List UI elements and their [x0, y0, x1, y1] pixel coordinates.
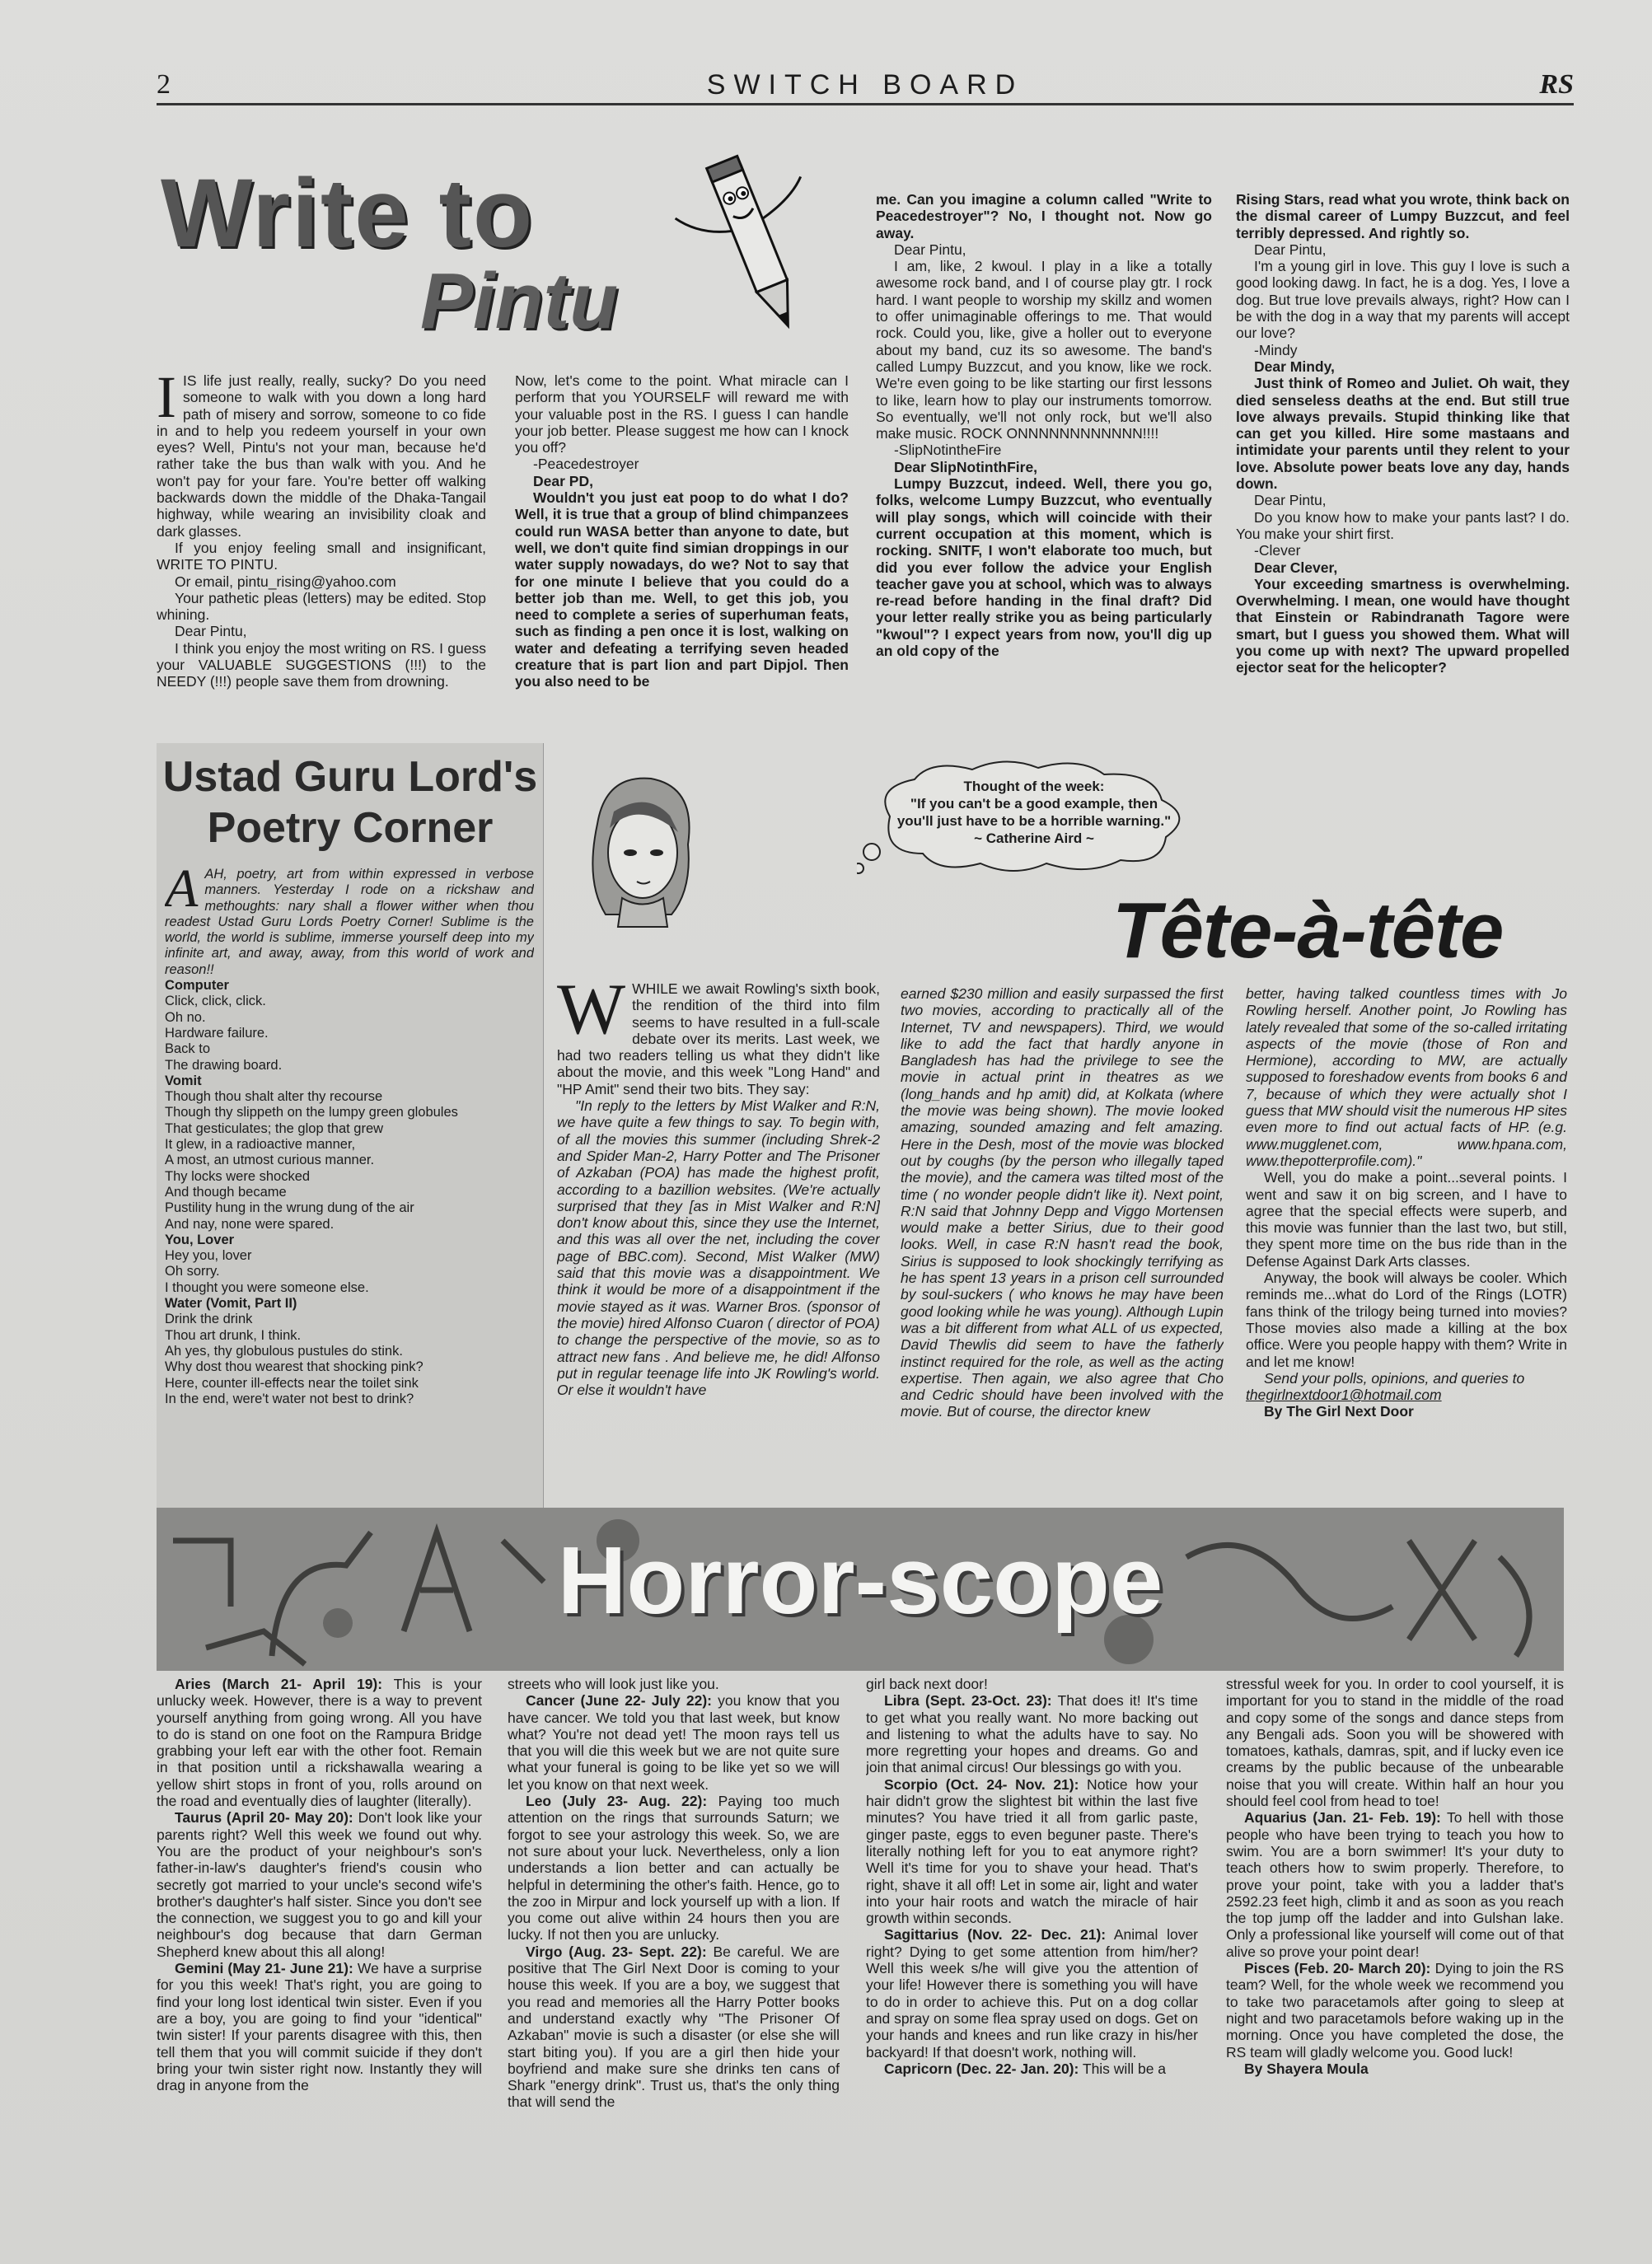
- poem-line: Oh sorry.: [165, 1264, 220, 1279]
- zodiac-sign: By Shayera Moula: [1244, 2060, 1369, 2077]
- poem-line: Thou art drunk, I think.: [165, 1327, 302, 1343]
- pintu-title: Pintu: [420, 257, 618, 345]
- tete-contact: Send your polls, opinions, and queries to: [1264, 1369, 1525, 1387]
- pintu-paragraph: If you enjoy feeling small and insignificant, WRITE TO PINTU.: [157, 539, 486, 573]
- poem-line: Click, click, click.: [165, 994, 266, 1009]
- zodiac-sign: Libra (Sept. 23-Oct. 23):: [884, 1692, 1052, 1710]
- thought-author: ~ Catherine Aird ~: [974, 830, 1094, 846]
- page-header: [157, 64, 1574, 105]
- poetry-title-line: Ustad Guru Lord's: [162, 753, 538, 801]
- horoscope-text: To hell with those people who have been trying to teach you how to swim. You are a born swimmer! It's your duty to teach others how to swim properly. Therefore, to prove your point, take with you a ladder that's 2592.23 feet high, climb it and as soon as you reach the top jump off the ladder and into Gulshan lake. Only a professional like yourself will come out of that alive so prove your point dear!: [1226, 1809, 1564, 1960]
- pintu-email: Or email, pintu_rising@yahoo.com: [175, 573, 396, 590]
- poem-title: Water (Vomit, Part II): [165, 1296, 297, 1312]
- poem-line: Why dost thou wearest that shocking pink?: [165, 1359, 424, 1375]
- poem-line: Back to: [165, 1041, 211, 1057]
- zodiac-sign: Gemini (May 21- June 21):: [175, 1960, 353, 1977]
- reply-salutation: Dear SlipNotinthFire,: [894, 458, 1038, 475]
- horoscope-text: Dying to join the RS team? Well, for the whole week we recommend you to take two paracetamols after going to sleep at night and two paracetamols before waking up in the morning. Once you have completed the dose, the RS team will gladly welcome you. Good luck!: [1226, 1960, 1564, 2061]
- poem-line: That gesticulates; the glop that grew: [165, 1120, 384, 1136]
- letter-signature: -Clever: [1254, 542, 1301, 559]
- pintu-paragraph: Now, let's come to the point. What miracle can I perform that you YOURSELF will reward me with your valuable post in the RS. I guess I can handle your job better. Please suggest me how can I knock you off?: [515, 372, 849, 456]
- tete-reply: Anyway, the book will always be cooler. Which reminds me...what do Lord of the Rings (LOTR) fans think of the trilogy being turned into movies? Those movies also made a killing at the box office. Were you people happy with them? Write in and let me know!: [1246, 1270, 1567, 1370]
- poem-line: Ah yes, thy globulous pustules do stink.: [165, 1343, 403, 1359]
- poetry-column: AAH, poetry, art from within expressed in verbose manners. Yesterday I rode on a rickshaw and methoughts: nary shall a flower wither when thou readest Ustad Guru Lords Poetry Corner! Sublime is the world, the world is sublime, immerse yourself deep into my infinite art, and away, away, from this world of work and reason!! Computer Click, click, click. Oh no. Hardware failure. Back to The drawing board. Vomit Though thou shalt alter thy recourse Though thy slippeth on the lumpy green globules That gesticulates; the glop that grew It glew, in a radioactive manner, A most, an utmost curious manner. Thy locks were shocked And though became Pustility hung in the wrung dung of the air And nay, none were spared. You, Lover Hey you, lover Oh sorry. I thought you were someone else. Water (Vomit, Part II) Drink the drink Thou art drunk, I think. Ah yes, thy globulous pustules do stink. Why dost thou wearest that shocking pink? Here, counter ill-effects near the toilet sink In the end, were't water not best to drink?: [165, 867, 534, 1406]
- pintu-intro: IS life just really, really, sucky? Do you need someone to walk with you down a long hard path of misery and sorrow, someone to co fide in and to help you redeem yourself in your own eyes? Well, Pintu's not your man, because he'd rather take the bus than walk with you. And he won't pay for your fare. You're better off walking backwards down the middle of the Dhaka-Tangail highway, while wearing an invisibility cloak and dark glasses.: [157, 372, 486, 540]
- reply-text: Lumpy Buzzcut, indeed. Well, there you go, folks, welcome Lumpy Buzzcut, who eventually will play songs, which will coincide with their current occupation at this moment, which is rocking. SNITF, I won't elaborate too much, but did you ever follow the advice your English teacher gave you at school, which was to always re-read before handing in the final draft? Did your letter really strike you as being particularly "kwoul"? I expect years from now, you'll dig up an old copy of the: [876, 475, 1212, 660]
- horoscope-column-4: [1226, 1676, 1564, 2220]
- horoscope-text: Notice how your hair didn't grow the slightest bit within the last five minutes? You have tried it all from garlic paste, ginger paste, eggs to even beguner paste. There's literally nothing left for you to eat anymore right? Well it's time for you to shave your head. That's right, shave it all off! Let in some air, light and water into your hair roots and watch the miracle of hair growth within seconds.: [866, 1775, 1198, 1927]
- horoscope-text: stressful week for you. In order to cool yourself, it is important for you to stand in the middle of the road and copy some of the songs and dance steps from any Bengali ads. Soon you will be showered with tomatoes, kathals, damras, spit, and if lucky even ice creams by the public because of the unbearable noise that you will create. Within half an hour you should feel cool from head to toe!: [1226, 1676, 1564, 1810]
- letter-salutation: Dear Pintu,: [1254, 241, 1327, 258]
- horoscope-entry: [508, 1692, 840, 1793]
- rs-logo: RS: [1539, 69, 1574, 100]
- zodiac-sign: Cancer (June 22- July 22):: [526, 1692, 712, 1710]
- poetry-corner-title: [161, 751, 540, 854]
- thought-label: Thought of the week:: [963, 779, 1105, 794]
- tete-email-link[interactable]: thegirlnextdoor1@hotmail.com: [1246, 1387, 1442, 1404]
- zodiac-sign: Scorpio (Oct. 24- Nov. 21):: [884, 1775, 1079, 1793]
- pencil-mascot-icon: [659, 140, 857, 354]
- horoscope-column-1: [157, 1676, 482, 2220]
- zodiac-sign: Taurus (April 20- May 20):: [175, 1809, 353, 1827]
- reply-salutation: Dear Clever,: [1254, 559, 1338, 576]
- horoscope-text: We have a surprise for you this week! That's right, you are going to find your long lost identical twin sister. Even if you are a boy, you are going to find your "identical" twin sister! If your parents disagree with this, then tell them that you will commit suicide if they don't bring your twin sister right now. Instantly they will drag in anyone from the: [157, 1960, 482, 2094]
- poem-line: Pustility hung in the wrung dung of the air: [165, 1200, 414, 1216]
- reply-text: Wouldn't you just eat poop to do what I do? Well, it is true that a group of blind chimpanzees could run WASA better than anyone to date, but well, we don't quite find simian droppings in our water supply nowadays, do we? Not to say that for one minute I believe that you could do a better job than me. Well, to get this job, you need to complete a series of superhuman feats, such as finding a pen once it is lost, walking on water and defeating a terrifying seven headed creature that is part lion and part Dipjol. Then you also need to be: [515, 489, 849, 690]
- reply-text: Your exceeding smartness is overwhelming. Overwhelming. I mean, one would have thought that Einstein or Rabindranath Tagore were smart, but I guess you showed them. What will you come up with next? The upward propelled ejector seat for the helicopter?: [1236, 575, 1570, 676]
- poem-title: Vomit: [165, 1073, 202, 1088]
- reply-text: me. Can you imagine a column called "Write to Peacedestroyer"? No, I thought not. Now go away.: [876, 191, 1212, 241]
- poem-title: Computer: [165, 978, 229, 994]
- poem-line: And though became: [165, 1184, 287, 1200]
- reply-salutation: Dear Mindy,: [1254, 358, 1335, 375]
- horoscope-entry: [866, 1692, 1198, 1775]
- pintu-column-4: [1236, 191, 1570, 735]
- zodiac-sign: Sagittarius (Nov. 22- Dec. 21):: [884, 1926, 1107, 1944]
- horoscope-entry: [866, 1926, 1198, 2060]
- poem-line: And nay, none were spared.: [165, 1216, 335, 1232]
- horoscope-text: That does it! It's time to get what you really want. No more backing out and listening to what the adults have to say. No more regretting your hopes and dreams. Go and join that animal circus! Our blessings go with you.: [866, 1692, 1198, 1776]
- horoscope-entry: [157, 1960, 482, 2093]
- horoscope-text: This will be a: [1079, 2060, 1167, 2077]
- reader-letter: better, having talked countless times with Jo Rowling herself. Another point, Jo Rowling has lately revealed that some of the so-called irritating aspects of the movie (those of Ron and Hermione), according to MW, are actually supposed to foreshadow events from books 6 and 7, because of which they were actually shot I guess that MW should visit the numerous HP sites even more to find out actual facts of HP. (e.g. www.mugglenet.com, www.hpana.com, www.thepotterprofile.com).": [1246, 985, 1567, 1169]
- write-to-title: Write to: [161, 159, 535, 268]
- reply-salutation: Dear PD,: [533, 472, 593, 489]
- horoscope-text: This is your unlucky week. However, there is a way to prevent yourself anything from going wrong. All you have to do is stand on one foot on the Rampura Bridge grabbing your left ear with the other foot. Remain in that position until a rickshawalla wearing a yellow shirt stops in front of you, rolls around on the road and eventually dies of laughter (literally).: [157, 1676, 482, 1810]
- page-number: 2: [157, 69, 171, 100]
- horoscope-entry: [866, 2061, 1198, 2077]
- letter-salutation: Dear Pintu,: [1254, 492, 1327, 509]
- horoscope-text: Be careful. We are positive that The Girl Next Door is coming to your house this week. If you are a boy, we suggest that you read and memories all the Harry Potter books and understand exactly why "The Prisoner Of Azkaban" movie is such a disaster (or else she will start biting you). If you are a girl then hide your boyfriend and make sure she drinks ten cans of Shark "energy drink". Trust us, that's the only thing that will send the: [508, 1943, 840, 2111]
- reader-letter: "In reply to the letters by Mist Walker and R:N, we have quite a few things to say. To begin with, of all the movies this summer (including Shrek-2 and Spider Man-2, Harry Potter and The Prisoner of Azkaban (POA) has made the highest profit, according to a bazillion websites. (We're actually surprised that they [as in Mist Walker and R:N] don't know about this, since they use the Internet, and this was all over the net, including the cover page of BBC.com). Second, Mist Walker (MW) said that this movie was a disappointment. We think it would be more of a disappointment if the movie stayed as it was. Warner Bros. (sponsor of the movie) hired Alfonso Cuaron ( director of POA) to change the perspective of the movie, so as to attract new fans . And believe me, he did! Alfonso put in regular teenage life into JK Rowling's world. Or else it wouldn't have: [557, 1097, 880, 1399]
- poem-line: Hardware failure.: [165, 1025, 269, 1041]
- horoscope-column-3: [866, 1676, 1198, 2220]
- poem-line: Drink the drink: [165, 1312, 253, 1327]
- tete-reply: Well, you do make a point...several points. I went and saw it on big screen, and I have to agree that the special effects were superb, and this movie was funnier than the last two, but still, they spent more time on the bus ride than in the Defense Against Dark Arts classes.: [1246, 1169, 1567, 1270]
- pintu-column-1: IIS life just really, really, sucky? Do you need someone to walk with you down a long hard path of misery and sorrow, someone to co fide in and to help you redeem yourself in your own eyes? Well, Pintu's not your man, because he'd rather take the bus than walk with you. And he won't pay for your fare. You're better off walking backwards down the middle of the Dhaka-Tangail highway, while wearing an invisibility cloak and dark glasses. If you enjoy feeling small and insignificant, WRITE TO PINTU. Or email, pintu_rising@yahoo.com Your pathetic pleas (letters) may be edited. Stop whining. Dear Pintu, I think you enjoy the most writing on RS. I guess your VALUABLE SUGGESTIONS (!!!) to the NEEDY (!!!) people save them from drowning.: [157, 372, 486, 690]
- tete-column-3: [1246, 985, 1567, 1498]
- pintu-paragraph: Your pathetic pleas (letters) may be edited. Stop whining.: [157, 589, 486, 624]
- girl-portrait-icon: [573, 766, 704, 931]
- poem-line: The drawing board.: [165, 1057, 283, 1073]
- pintu-column-3: [876, 191, 1212, 735]
- horoscope-entry: [866, 1676, 1198, 1692]
- letter-text: I am, like, 2 kwoul. I play in a like a totally awesome rock band, and I of course play gtr. I rock hard. I want people to worship my skillz and women to offer unimaginable offerings to me. That would rock. Could you, like, give a holler out to everyone about my band, cuz its so awesome. The band's called Lumpy Buzzcut, and you know, like we rock. We're even going to be like starting our first lessons to like, learn how to play our instruments tomorrow. So eventually, we'll not only rock, but we'll also make music. ROCK ONNNNNNNNNNNN!!!!: [876, 258, 1212, 442]
- horoscope-entry: [1226, 1960, 1564, 2061]
- horoscope-text: you know that you have cancer. We told you that last week, but know what? You're not dead yet! The moon rays tell us that you will die this week but we are not quite sure what your funeral is going to be like yet so we will let you know on that next week.: [508, 1692, 840, 1793]
- poem-line: A most, an utmost curious manner.: [165, 1153, 375, 1168]
- horoscope-entry: [1226, 1809, 1564, 1960]
- pintu-paragraph: I think you enjoy the most writing on RS. I guess your VALUABLE SUGGESTIONS (!!!) to the NEEDY (!!!) people save them from drowning.: [157, 639, 486, 690]
- horoscope-text: Don't look like your parents right? Well this week we found out why. You are the product of your neighbour's son's father-in-law's daughter's friend's cousin who secretly got married to your uncle's second wife's brother's daughter's half sister. Since you don't see the connection, we suggest you to go and kill your neighbour's dog because that darn German Shepherd knew about this all along!: [157, 1809, 482, 1960]
- pintu-column-2: [515, 372, 849, 735]
- letter-salutation: Dear Pintu,: [894, 241, 966, 258]
- reader-letter: earned $230 million and easily surpassed the first two movies, according to practically all of the Internet, TV and newspapers). Third, we would like to add the fact that hardly anyone in Bangladesh has had the privilege to see the movie in actual print in theatres as we (long_hands and hp amit) did, at Kolkata (where the movie was being shown). The movie looked amazing, sounded amazing and felt amazing. Here in the Desh, most of the movie was blocked out by coughs (by the person who illegally taped the movie), and the camera was tilted most of the time ( no wonder people didn't like it). Next point, R:N said that Johnny Depp and Viggo Mortensen would make a better Sirius, due to their good looks. Well, in case R:N hasn't read the book, Sirius is supposed to look shockingly terrifying as he has spent 13 years in a prison cell surrounded by soul-suckers ( who knows he may have been good looking while he was young). Although Lupin was a bit different from what ALL of us expected, David Thewlis did seem to have the fatherly instinct required for the role, as well as the acting expertise. Then again, we also agree that Cho and Cedric should have been involved with the movie. But of course, the director knew: [901, 985, 1224, 1420]
- poem-line: Hey you, lover: [165, 1248, 252, 1264]
- tete-byline: By The Girl Next Door: [1264, 1403, 1414, 1420]
- tete-column-1: WWHILE we await Rowling's sixth book, the rendition of the third into film seems to have resulted in a full-scale debate over its merits. Last week, we had two readers telling us what they didn't like about the movie, and this week "Long Hand" and "HP Amit" send their two bits. They say: "In reply to the letters by Mist Walker and R:N, we have quite a few things to say. To begin with, of all the movies this summer (including Shrek-2 and Spider Man-2, Harry Potter and The Prisoner of Azkaban (POA) has made the highest profit, according to a bazillion websites. (We're actually surprised that they [as in Mist Walker and R:N] don't know about this, since they use the Internet, and this was all over the net, including the cover page of BBC.com). Second, Mist Walker (MW) said that this movie was a disappointment. We think it would be more of a disappointment if the movie stayed as it was. Warner Bros. (sponsor of the movie) hired Alfonso Cuaron ( director of POA) to change the perspective of the movie, so as to attract new fans . And believe me, he did! Alfonso put in regular teenage life into JK Rowling's world. Or else it wouldn't have: [557, 980, 880, 1399]
- thought-of-the-week: [894, 778, 1174, 847]
- reply-text: Rising Stars, read what you wrote, think back on the dismal career of Lumpy Buzzcut, and feel terribly depressed. And rightly so.: [1236, 191, 1570, 241]
- letter-text: I'm a young girl in love. This guy I love is such a good looking dawg. In fact, he is a dog. Yes, I love a dog. But true love prevails always, right? How can I be with the dog in a way that my parents will accept our love?: [1236, 258, 1570, 342]
- poem-line: Though thy slippeth on the lumpy green globules: [165, 1105, 458, 1120]
- horoscope-column-2: [508, 1676, 840, 2220]
- letter-text: Do you know how to make your pants last? I do. You make your shirt first.: [1236, 508, 1570, 542]
- letter-salutation: Dear Pintu,: [175, 623, 247, 640]
- poem-title: You, Lover: [165, 1232, 235, 1247]
- zodiac-sign: Capricorn (Dec. 22- Jan. 20):: [884, 2060, 1079, 2077]
- zodiac-sign: Aquarius (Jan. 21- Feb. 19):: [1244, 1809, 1441, 1827]
- horoscope-entry: [508, 1944, 840, 2111]
- letter-signature: -Peacedestroyer: [533, 456, 639, 473]
- horror-scope-title: Horror-scope: [557, 1527, 1163, 1634]
- poem-line: Here, counter ill-effects near the toilet sink: [165, 1375, 419, 1391]
- horoscope-entry: [1226, 1676, 1564, 1809]
- horoscope-text: streets who will look just like you.: [508, 1676, 719, 1692]
- horoscope-text: Paying too much attention on the rings that surrounds Saturn; we forgot to see your astrology this week. So, we are not sure about your luck. Nevertheless, only a lion understands a lion better and can actually be helpful in determining the other's faith. Hence, go to the zoo in Mirpur and lock yourself up with a lion. If you come out alive within 24 hours then you are lucky. If not then you are unlucky.: [508, 1793, 840, 1944]
- tete-column-2: [901, 985, 1224, 1498]
- zodiac-sign: Leo (July 23- Aug. 22):: [526, 1793, 708, 1810]
- horoscope-text: Animal lover right? Dying to get some attention from him/her? Well this week s/he will give you the attention of your life! However there is something you will have to do in order to achieve this. Put on a dog collar and spray on some flea spray used on dogs. Get on your hands and knees and run like crazy in his/her backyard! If that doesn't work, nothing will.: [866, 1926, 1198, 2061]
- section-title: SWITCH BOARD: [706, 69, 1024, 101]
- poem-list: [165, 978, 534, 1407]
- poetry-intro: AH, poetry, art from within expressed in verbose manners. Yesterday I rode on a rickshaw and methoughts: nary shall a flower wither when thou readest Ustad Guru Lords Poetry Corner! Sublime is the world, the world is sublime, immerse yourself deep into my infinite art, and away, away, from this world of work and reason!!: [165, 867, 534, 977]
- letter-signature: -SlipNotintheFire: [894, 442, 1002, 459]
- poetry-title-line: Poetry Corner: [207, 804, 494, 852]
- horoscope-entry: [157, 1809, 482, 1960]
- horoscope-entry: [1226, 2061, 1564, 2077]
- zodiac-sign: Aries (March 21- April 19):: [175, 1676, 383, 1692]
- horoscope-entry: [508, 1793, 840, 1944]
- horoscope-entry: [508, 1676, 840, 1692]
- horoscope-text: girl back next door!: [866, 1676, 988, 1692]
- tete-a-tete-title: Tête-à-tête: [1112, 886, 1504, 975]
- zodiac-sign: Pisces (Feb. 20- March 20):: [1244, 1960, 1431, 1977]
- poem-line: Though thou shalt alter thy recourse: [165, 1089, 383, 1105]
- poem-line: Oh no.: [165, 1009, 206, 1025]
- horoscope-entry: [866, 1776, 1198, 1927]
- horoscope-entry: [157, 1676, 482, 1809]
- poem-line: It glew, in a radioactive manner,: [165, 1137, 356, 1153]
- poem-line: In the end, were't water not best to drink?: [165, 1391, 414, 1406]
- horror-scope-banner: [157, 1508, 1564, 1671]
- letter-signature: -Mindy: [1254, 341, 1298, 358]
- poem-line: Thy locks were shocked: [165, 1168, 311, 1184]
- zodiac-sign: Virgo (Aug. 23- Sept. 22):: [526, 1943, 707, 1960]
- tete-intro: WHILE we await Rowling's sixth book, the rendition of the third into film seems to have resulted in a full-scale debate over its merits. Last week, we had two readers telling us what they didn't like about the movie, and this week "Long Hand" and "HP Amit" send their two bits. They say:: [557, 980, 880, 1097]
- reply-text: Just think of Romeo and Juliet. Oh wait, they died senseless deaths at the end. But still true love always prevails. Stupid thinking like that can get you killed. Hire some mastaans and intimidate your parents until they relent to your love. Absolute power beats love any day, hands down.: [1236, 375, 1570, 493]
- thought-quote: "If you can't be a good example, then you'll just have to be a horrible warning.": [896, 796, 1172, 829]
- poem-line: I thought you were someone else.: [165, 1279, 369, 1295]
